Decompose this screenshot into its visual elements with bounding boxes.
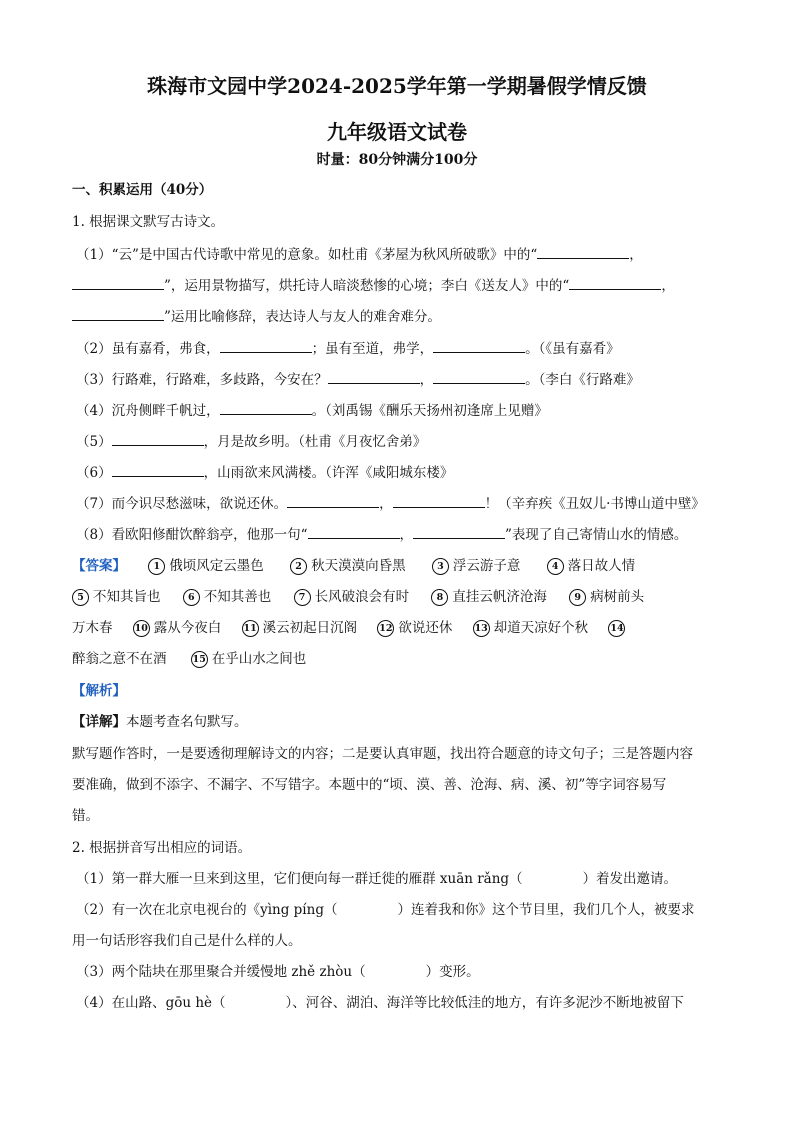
analysis-label: 【解析】 [72,683,126,699]
answer-text: 却道天凉好个秋 [493,620,589,636]
q1-item-5 [76,431,736,452]
answer-blank [569,275,661,290]
answer-blank [328,369,420,384]
q2-item-4 [76,993,736,1013]
answer-item [290,556,406,576]
answer-blank [112,462,204,477]
q1-item-4-text-b: 。（刘禹锡《酬乐天扬州初逢席上见赠》 [311,403,548,419]
q2-item-1 [76,869,736,889]
q1-item-1-line-3 [72,306,732,327]
answer-text: 万木春 [72,620,113,636]
q1-item-4-text-a: （4）沉舟侧畔千帆过， [76,403,220,419]
exam-time-info: 时量：80分钟满分100分 [316,152,478,168]
q1-item-1-text-d: ， [661,278,675,294]
q1-item-2-text-c: 。（《虽有嘉肴》 [525,341,620,357]
q1-item-1-text-a: （1）“云”是中国古代诗歌中常见的意象。如杜甫《茅屋为秋风所破歌》中的“ [76,247,538,263]
q1-item-6 [76,462,736,483]
q1-item-5-text-a: （5） [76,434,112,450]
q1-item-3-text-c: 。（李白《行路难》 [525,372,640,388]
answer-number: 15 [191,651,208,668]
answer-text: 在乎山水之间也 [211,651,307,667]
answer-row-1 [72,556,732,576]
answer-item [569,587,644,607]
q1-item-1-text-e: ”运用比喻修辞，表达诗人与友人的难舍难分。 [164,309,441,325]
answer-item [473,618,589,638]
answer-item [191,649,307,669]
section-heading: 一、积累运用（40分） [72,182,213,198]
q2-item-2-text-a: （2）有一次在北京电视台的《yìng píng（ [76,902,338,918]
answer-row-3 [72,618,732,638]
answer-number: 13 [473,620,490,637]
answer-blank [433,338,525,353]
q1-item-5-text-b: ，月是故乡明。（杜甫《月夜忆舍弟》 [203,434,427,450]
q2-item-4-text-a: （4）在山路、gōu hè（ [76,995,226,1011]
answer-text: 溪云初起日沉阁 [262,620,358,636]
answer-item [432,556,521,576]
q2-item-4-text-b: ）、河谷、湖泊、海洋等比较低洼的地方，有许多泥沙不断地被留下 [285,995,684,1011]
q1-item-8 [76,524,736,545]
answer-text: 欲说还休 [398,620,453,636]
answer-item [72,618,113,638]
answer-text: 俄顷风定云墨色 [169,558,264,574]
q1-item-1-line-1 [76,244,736,265]
q1-item-8-text-b: ， [399,527,413,543]
answer-row-2 [72,587,732,607]
answer-number: 5 [72,589,89,606]
answer-blank [433,369,525,384]
q2-item-3-text-b: ）变形。 [425,964,480,980]
answer-number: 3 [432,558,449,575]
answer-number: 12 [377,620,394,637]
answer-number: 4 [547,558,564,575]
answer-blank [393,493,485,508]
answer-blank [220,400,312,415]
answer-item [72,649,167,669]
answer-number: 10 [133,620,150,637]
answer-item [608,618,629,638]
answer-number: 1 [148,558,165,575]
q1-item-4 [76,400,736,421]
q1-item-1-line-2 [72,275,732,296]
answer-item [377,618,452,638]
answer-text: 浮云游子意 [452,558,521,574]
answer-number: 7 [294,589,311,606]
answer-number: 9 [569,589,586,606]
answer-number: 14 [608,620,625,637]
q2-item-1-text-b: ）着发出邀请。 [582,871,678,887]
q1-item-1-text-b: ， [629,247,643,263]
q1-item-2-text-b: ；虽有至道，弗学， [311,341,434,357]
answer-item [72,587,161,607]
q2-item-1-text-a: （1）第一群大雁一旦来到这里，它们便向每一群迁徙的雁群 xuān rǎng（ [76,871,523,887]
answer-text: 露从今夜白 [153,620,222,636]
q1-item-3-text-a: （3）行路难，行路难，多歧路，今安在？ [76,372,328,388]
answer-text: 落日故人情 [567,558,636,574]
answer-text: 醉翁之意不在酒 [72,651,167,667]
answer-item [242,618,358,638]
question-2-stem: 2. 根据拼音写出相应的词语。 [72,840,252,856]
q1-item-1-text-c: ”，运用景物描写，烘托诗人暗淡愁惨的心境；李白《送友人》中的“ [164,278,570,294]
answer-text: 不知其旨也 [93,589,161,605]
q2-item-3 [76,962,736,982]
detail-label: 【详解】 [72,714,126,730]
answer-number: 8 [431,589,448,606]
q1-item-8-text-c: ”表现了自己寄情山水的情感。 [505,527,688,543]
question-1-stem: 1. 根据课文默写古诗文。 [72,214,225,230]
q1-item-3-text-b: ， [419,372,434,388]
answer-blank [308,524,400,539]
answer-number: 11 [242,620,259,637]
q2-item-2 [76,900,736,920]
exam-subtitle: 九年级语文试卷 [327,120,467,144]
q2-item-3-text-a: （3）两个陆块在那里聚合并缓慢地 zhě zhòu（ [76,964,366,980]
answer-blank [413,524,505,539]
answer-blank [72,306,164,321]
answer-text: 长风破浪会有时 [314,589,410,605]
answer-blank [220,338,312,353]
answer-item [431,587,547,607]
answer-blank [72,275,164,290]
q1-item-2-text-a: （2）虽有嘉肴，弗食， [76,341,220,357]
explanation-line-3: 错。 [72,808,99,824]
q2-item-2-line-2: 用一句话形容我们自己是什么样的人。 [72,933,302,949]
exam-title: 珠海市文园中学2024-2025学年第一学期暑假学情反馈 [147,74,647,98]
q1-item-3 [76,369,736,390]
q1-item-7 [76,493,736,514]
q2-item-2-text-b: ）连着我和你》这个节目里，我们几个人，被要求 [397,902,695,918]
answer-row-4 [72,649,732,669]
answer-text: 直挂云帆济沧海 [452,589,547,605]
q1-item-6-text-a: （6） [76,465,112,481]
explanation-line-1: 默写题作答时，一是要透彻理解诗文的内容；二是要认真审题，找出符合题意的诗文句子；三是答题内容 [72,746,693,762]
explanation-line-2: 要准确，做到不添字、不漏字、不写错字。本题中的“顷、漠、善、沧海、病、溪、初”等字词容易写 [72,777,667,793]
q1-item-7-text-a: （7）而今识尽愁滋味，欲说还休。 [76,496,288,512]
detail-line [72,712,732,732]
answer-item [183,587,272,607]
detail-text: 本题考查名句默写。 [126,714,248,730]
q1-item-6-text-b: ，山雨欲来风满楼。（许浑《咸阳城东楼》 [203,465,454,481]
answer-item [133,618,222,638]
q1-item-7-text-b: ， [379,496,393,512]
answer-number: 6 [183,589,200,606]
answer-text: 秋天漠漠向昏黑 [311,558,406,574]
answer-blank [287,493,379,508]
q1-item-7-text-c: ！（辛弃疾《丑奴儿·书博山道中壁》 [484,496,705,512]
answer-item [148,556,264,576]
answer-blank [537,244,629,259]
answer-text: 病树前头 [590,589,645,605]
q1-item-2 [76,338,736,359]
answer-item [547,556,636,576]
answer-item [294,587,410,607]
answer-text: 不知其善也 [203,589,272,605]
answer-blank [112,431,204,446]
answer-number: 2 [290,558,307,575]
answer-label: 【答案】 [72,558,126,574]
q1-item-8-text-a: （8）看欧阳修酣饮醉翁亭，他那一句“ [76,527,308,543]
